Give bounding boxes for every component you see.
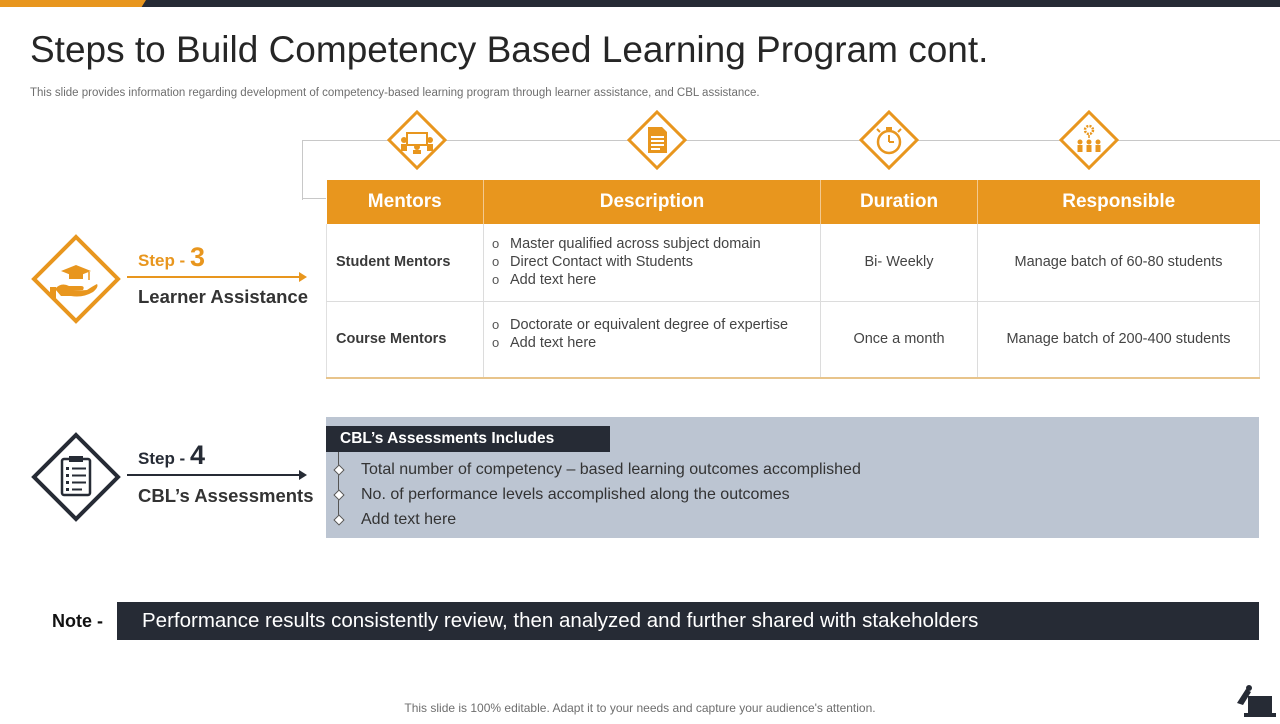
page-subtitle: This slide provides information regarding development of competency-based learning program through learner assistance, and CBL assistance.: [30, 87, 760, 99]
note-text: Performance results consistently review, then analyzed and further shared with stakeholders: [117, 602, 1259, 640]
step-prefix: Step -: [138, 251, 190, 270]
stopwatch-icon: [859, 110, 919, 170]
duration-cell: Bi- Weekly: [821, 224, 978, 301]
cbl-heading: CBL’s Assessments Includes: [326, 426, 610, 452]
step-4-name: CBL’s Assessments: [138, 485, 314, 506]
step-number: 3: [189, 242, 205, 272]
step-4-label: [138, 440, 205, 471]
mentor-cell: Course Mentors: [327, 301, 484, 378]
cbl-item: Add text here: [361, 511, 457, 528]
header-description: Description: [484, 180, 821, 224]
responsible-cell: Manage batch of 60-80 students: [978, 224, 1260, 301]
duration-cell: Once a month: [821, 301, 978, 378]
team-gear-icon: [1059, 110, 1119, 170]
cbl-item: No. of performance levels accomplished along the outcomes: [361, 486, 790, 503]
description-item: o Direct Contact with Students: [492, 253, 820, 271]
footer-text: This slide is 100% editable. Adapt it to your needs and capture your audience's attention.: [404, 701, 876, 715]
header-mentors: Mentors: [327, 180, 484, 224]
description-item: o Doctorate or equivalent degree of expertise: [492, 316, 820, 334]
mentors-table: [326, 180, 1260, 379]
step-3-name: Learner Assistance: [138, 286, 309, 307]
mentor-cell: Student Mentors: [327, 224, 484, 301]
responsible-cell: Manage batch of 200-400 students: [978, 301, 1260, 378]
table-header-row: [327, 180, 1260, 224]
cbl-bullet-line: [338, 452, 339, 522]
cbl-item: Total number of competency – based learning outcomes accomplished: [361, 461, 861, 478]
top-bar-accent: [0, 0, 146, 7]
table-connector-foot: [302, 198, 326, 199]
step-3-label: [138, 242, 205, 273]
note-label: Note -: [52, 611, 103, 631]
step-number: 4: [189, 440, 205, 470]
description-item: o Add text here: [492, 271, 820, 289]
header-duration: Duration: [821, 180, 978, 224]
table-row: [327, 224, 1260, 301]
top-bar: [0, 0, 1280, 7]
graduation-hand-icon: [31, 234, 121, 324]
step-prefix: Step -: [138, 449, 190, 468]
description-cell: [484, 224, 821, 301]
description-item: o Add text here: [492, 334, 820, 352]
document-icon: [627, 110, 687, 170]
clipboard-checklist-icon: [31, 432, 121, 522]
header-responsible: Responsible: [978, 180, 1260, 224]
meeting-icon: [387, 110, 447, 170]
page-title: Steps to Build Competency Based Learning Program cont.: [30, 29, 989, 70]
table-row: [327, 301, 1260, 378]
laptop-hand-icon: [1234, 683, 1278, 719]
description-item: o Master qualified across subject domain: [492, 235, 820, 253]
step-3-arrow: [127, 276, 305, 278]
description-cell: [484, 301, 821, 378]
step-4-arrow: [127, 474, 305, 476]
